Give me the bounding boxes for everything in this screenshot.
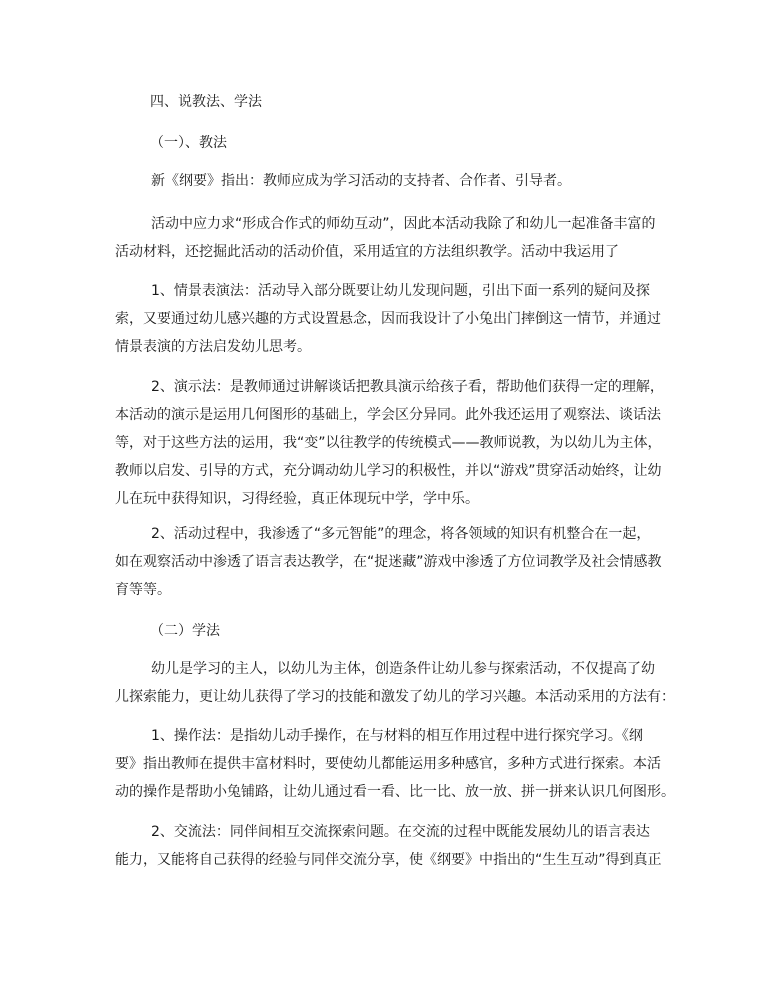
paragraph-line: 新《纲要》指出：教师应成为学习活动的支持者、合作者、引导者。 [151,173,571,189]
paragraph-line: 活动中应力求“形成合作式的师幼互动”，因此本活动我除了和幼儿一起准备丰富的 [151,216,656,232]
paragraph-line: 索，又要通过幼儿感兴趣的方式设置悬念，因而我设计了小兔出门摔倒这一情节，并通过 [115,311,661,327]
paragraph-operation-method [115,722,690,806]
paragraph-line: 能力，又能将自己获得的经验与同伴交流分享，使《纲要》中指出的“生生互动”得到真正 [115,852,662,868]
paragraph-line: 如在观察活动中渗透了语言表达教学，在“捉迷藏”游戏中渗透了方位词教学及社会情感教 [115,554,662,570]
paragraph-multiple-intelligences [115,520,690,604]
paragraph-line: 儿探索能力，更让幼儿获得了学习的技能和激发了幼儿的学习兴趣。本活动采用的方法有： [115,689,675,705]
section-title: 四、说教法、学法 [150,94,262,110]
paragraph-line: 幼儿是学习的主人，以幼儿为主体，创造条件让幼儿参与探索活动，不仅提高了幼 [151,661,655,677]
paragraph-line: 要》指出教师在提供丰富材料时，要使幼儿都能运用多种感官，多种方式进行探索。本活 [115,756,661,772]
paragraph-demonstration-method [115,373,690,513]
paragraph-guideline [115,167,690,195]
paragraph-line: 儿在玩中获得知识，习得经验，真正体现玩中学，学中乐。 [115,491,479,507]
paragraph-line: 2、演示法：是教师通过讲解谈话把教具演示给孩子看，帮助他们获得一定的理解， [151,379,664,395]
paragraph-interaction [115,210,690,266]
paragraph-line: 本活动的演示是运用几何图形的基础上，学会区分异同。此外我还运用了观察法、谈话法 [115,407,661,423]
paragraph-child-centered [115,655,690,711]
paragraph-line: 情景表演的方法启发幼儿思考。 [115,339,311,355]
subsection-learning-methods: （二）学法 [150,623,220,639]
paragraph-line: 育等等。 [115,582,171,598]
paragraph-situational-method [115,277,690,361]
paragraph-line: 1、操作法：是指幼儿动手操作，在与材料的相互作用过程中进行探究学习。《纲 [151,728,643,744]
paragraph-communication-method [115,818,690,874]
subsection-teaching-methods: （一）、教法 [150,135,227,151]
paragraph-line: 2、活动过程中，我渗透了“多元智能”的理念，将各领域的知识有机整合在一起， [151,526,651,542]
paragraph-line: 活动材料，还挖掘此活动的活动价值，采用适宜的方法组织教学。活动中我运用了 [115,244,619,260]
paragraph-line: 动的操作是帮助小兔铺路，让幼儿通过看一看、比一比、放一放、拼一拼来认识几何图形。 [115,784,675,800]
paragraph-line: 教师以启发、引导的方式，充分调动幼儿学习的积极性，并以“游戏”贯穿活动始终，让幼 [115,463,662,479]
paragraph-line: 1、情景表演法：活动导入部分既要让幼儿发现问题，引出下面一系列的疑问及探 [151,283,650,299]
paragraph-line: 2、交流法：同伴间相互交流探索问题。在交流的过程中既能发展幼儿的语言表达 [151,824,650,840]
paragraph-line: 等，对于这些方法的运用，我“变”以往教学的传统模式——教师说教，为以幼儿为主体， [115,435,662,451]
